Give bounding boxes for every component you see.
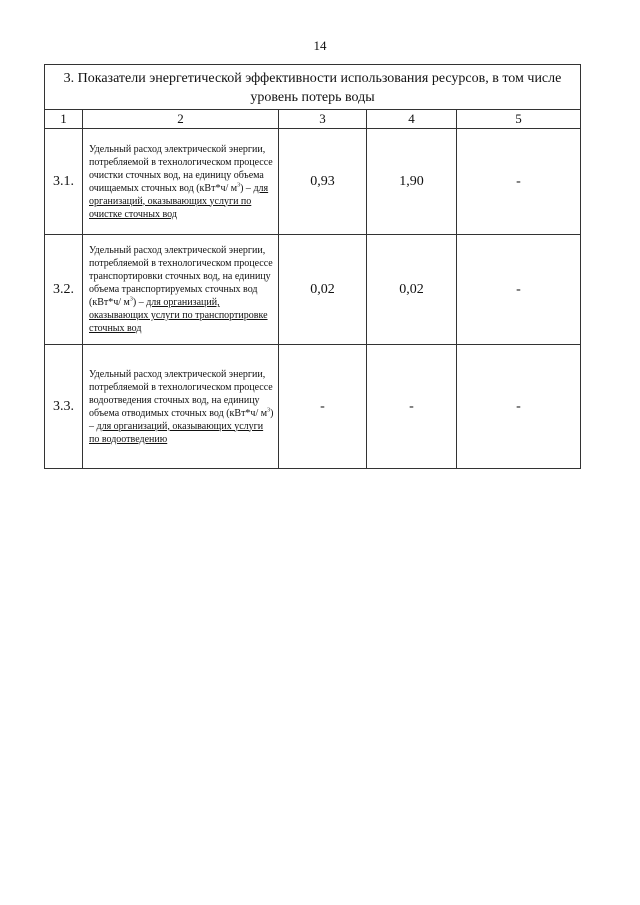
- row-description: [83, 235, 279, 345]
- value-col3: 0,93: [279, 129, 367, 235]
- row-description: [83, 345, 279, 469]
- section-title-row: [45, 65, 581, 110]
- table-row: [45, 345, 581, 469]
- table-row: [45, 235, 581, 345]
- description-text-tail: ) –: [89, 407, 274, 432]
- description-superscript: 3: [267, 407, 271, 414]
- description-underlined: для организаций, оказывающих услуги по очистке сточных вод: [89, 182, 269, 220]
- value-col5: -: [457, 235, 581, 345]
- description-text-tail: ) –: [132, 297, 147, 308]
- table-row: [45, 129, 581, 235]
- description-text: Удельный расход электрической энергии, потребляемой в технологическом процессе транспортировки сточных вод, на единицу объема транспортируемых сточных вод (кВт*ч/ м: [89, 245, 273, 308]
- value-col3: 0,02: [279, 235, 367, 345]
- row-description: [83, 129, 279, 235]
- description-text-tail: ) –: [240, 182, 254, 194]
- value-col4: -: [367, 345, 457, 469]
- value-col5: -: [457, 129, 581, 235]
- section-title: 3. Показатели энергетической эффективности использования ресурсов, в том числе уровень потерь воды: [45, 65, 581, 110]
- row-number: 3.2.: [45, 235, 83, 345]
- description-text: Удельный расход электрической энергии, потребляемой в технологическом процессе очистки сточных вод, на единицу объема очищаемых сточных вод (кВт*ч/ м: [89, 143, 273, 194]
- column-header-row: [45, 110, 581, 129]
- value-col4: 1,90: [367, 129, 457, 235]
- column-header-3: 3: [279, 110, 367, 129]
- page-number: 14: [313, 38, 327, 53]
- description-underlined: для организаций, оказывающих услуги по транспортировке сточных вод: [89, 297, 268, 334]
- value-col3: -: [279, 345, 367, 469]
- description-underlined: для организаций, оказывающих услуги по водоотведению: [89, 420, 264, 445]
- column-header-2: 2: [83, 110, 279, 129]
- column-header-1: 1: [45, 110, 83, 129]
- description-superscript: 3: [237, 182, 241, 189]
- indicators-table: [44, 64, 581, 469]
- value-col4: 0,02: [367, 235, 457, 345]
- row-number: 3.1.: [45, 129, 83, 235]
- column-header-4: 4: [367, 110, 457, 129]
- description-text: Удельный расход электрической энергии, потребляемой в технологическом процессе водоотведения сточных вод, на единицу объема отводимых сточных вод (кВт*ч/ м: [89, 368, 273, 419]
- row-number: 3.3.: [45, 345, 83, 469]
- description-superscript: 3: [129, 296, 133, 303]
- value-col5: -: [457, 345, 581, 469]
- column-header-5: 5: [457, 110, 581, 129]
